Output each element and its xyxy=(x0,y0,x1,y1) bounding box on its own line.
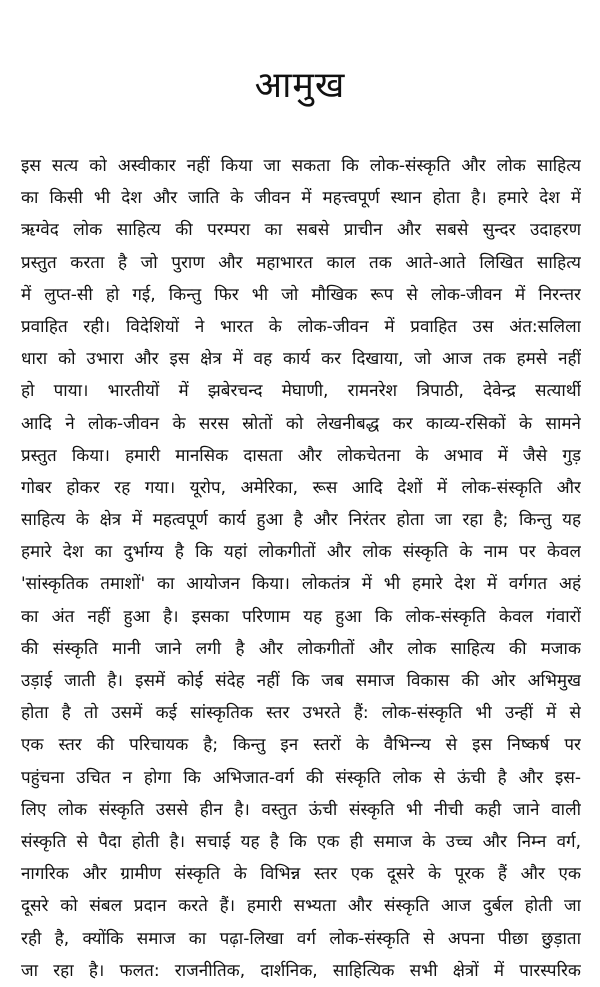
text-line: हो पाया। भारतीयों में झबेरचन्द मेघाणी, रामनरेश त्रिपाठी, देवेन्द्र सत्यार्थी xyxy=(21,381,581,402)
text-line: का अंत नहीं हुआ है। इसका परिणाम यह हुआ कि लोक-संस्कृति केवल गंवारों xyxy=(21,606,581,627)
text-line: जा रहा है। फलत: राजनीतिक, दार्शनिक, साहित्यिक सभी क्षेत्रों में पारस्परिक xyxy=(21,960,581,981)
page-title: आमुख xyxy=(254,65,346,106)
text-line: इस सत्य को अस्वीकार नहीं किया जा सकता कि लोक-संस्कृति और लोक साहित्य xyxy=(21,156,581,176)
text-line: प्रस्तुत करता है जो पुराण और महाभारत काल तक आते-आते लिखित साहित्य xyxy=(21,252,581,273)
text-line: प्रस्तुत किया। हमारी मानसिक दासता और लोकचेतना के अभाव में जैसे गुड़ xyxy=(21,445,581,466)
text-line: एक स्तर की परिचायक है; किन्तु इन स्तरों के वैभिन्न्य से इस निष्कर्ष पर xyxy=(21,735,581,756)
text-line: 'सांस्कृतिक तमाशों' का आयोजन किया। लोकतंत्र में भी हमारे देश में वर्गगत अहं xyxy=(21,574,581,595)
text-line: पहुंचना उचित न होगा कि अभिजात-वर्ग की संस्कृति लोक से ऊंची है और इस- xyxy=(21,767,581,788)
body-paragraph xyxy=(21,150,581,987)
text-line: का किसी भी देश और जाति के जीवन में महत्त्वपूर्ण स्थान होता है। हमारे देश में xyxy=(21,188,581,209)
text-line: गोबर होकर रह गया। यूरोप, अमेरिका, रूस आदि देशों में लोक-संस्कृति और xyxy=(21,477,581,498)
text-line: की संस्कृति मानी जाने लगी है और लोकगीतों और लोक साहित्य की मजाक xyxy=(21,638,581,659)
text-line: हमारे देश का दुर्भाग्य है कि यहां लोकगीतों और लोक संस्कृति के नाम पर केवल xyxy=(21,542,581,563)
text-line: साहित्य के क्षेत्र में महत्वपूर्ण कार्य हुआ है और निरंतर होता जा रहा है; किन्तु यह xyxy=(21,510,581,531)
text-line: लिए लोक संस्कृति उससे हीन है। वस्तुत ऊंची संस्कृति भी नीची कही जाने वाली xyxy=(21,799,581,820)
text-line: रही है, क्योंकि समाज का पढ़ा-लिखा वर्ग लोक-संस्कृति से अपना पीछा छुड़ाता xyxy=(21,928,581,949)
text-line: उड़ाई जाती है। इसमें कोई संदेह नहीं कि जब समाज विकास की ओर अभिमुख xyxy=(21,671,581,691)
text-line: दूसरे को संबल प्रदान करते हैं। हमारी सभ्यता और संस्कृति आज दुर्बल होती जा xyxy=(21,896,581,917)
text-line: नागरिक और ग्रामीण संस्कृति के विभिन्न स्तर एक दूसरे के पूरक हैं और एक xyxy=(21,864,581,885)
text-line: होता है तो उसमें कई सांस्कृतिक स्तर उभरते हैं: लोक-संस्कृति भी उन्हीं में से xyxy=(21,703,581,724)
text-line: प्रवाहित रही। विदेशियों ने भारत के लोक-जीवन में प्रवाहित उस अंत:सलिला xyxy=(21,316,581,337)
text-line: आदि ने लोक-जीवन के सरस स्रोतों को लेखनीबद्ध कर काव्य-रसिकों के सामने xyxy=(21,413,581,434)
text-line: धारा को उभारा और इस क्षेत्र में वह कार्य कर दिखाया, जो आज तक हमसे नहीं xyxy=(21,349,581,370)
text-line: में लुप्त-सी हो गई, किन्तु फिर भी जो मौखिक रूप से लोक-जीवन में निरन्तर xyxy=(21,284,581,305)
text-line: ऋग्वेद लोक साहित्य की परम्परा का सबसे प्राचीन और सबसे सुन्दर उदाहरण xyxy=(21,220,581,241)
text-line: संस्कृति से पैदा होती है। सचाई यह है कि एक ही समाज के उच्च और निम्न वर्ग, xyxy=(21,831,581,852)
